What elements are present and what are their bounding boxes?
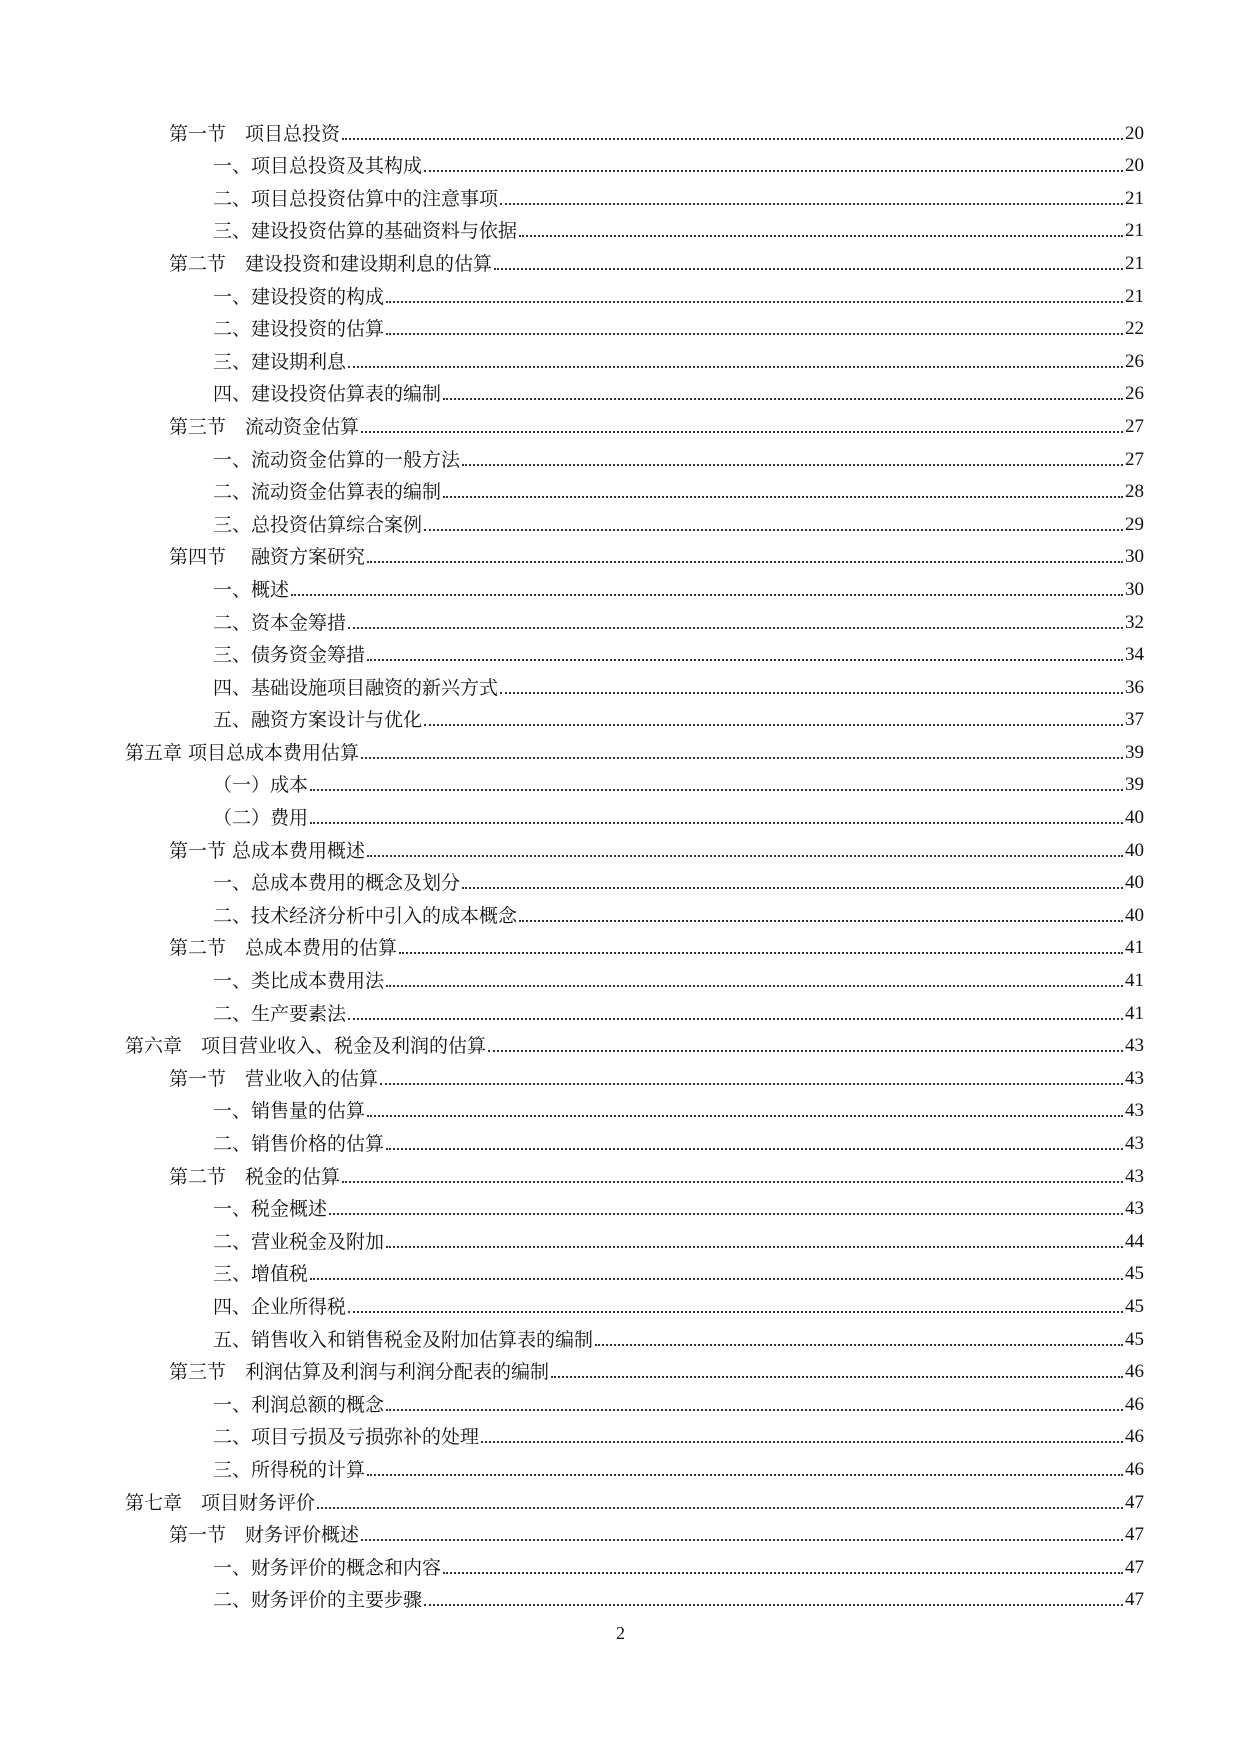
toc-entry[interactable]	[0, 959, 1241, 992]
toc-entry-title: 二、资本金筹措	[213, 611, 347, 634]
dot-leader	[348, 1018, 1123, 1020]
dot-leader	[500, 692, 1123, 694]
toc-entry-page: 36	[1125, 676, 1144, 698]
toc-entry[interactable]	[0, 471, 1241, 504]
dot-leader	[367, 1115, 1123, 1117]
toc-entry-title: 二、项目亏损及亏损弥补的处理	[213, 1426, 480, 1449]
toc-entry[interactable]	[0, 1481, 1241, 1514]
dot-leader	[367, 1474, 1123, 1476]
toc-entry-title: 一、税金概述	[213, 1198, 328, 1221]
toc-entry-page: 43	[1125, 1035, 1144, 1057]
toc-entry-page: 45	[1125, 1295, 1144, 1317]
toc-entry-title: 三、建设期利息	[213, 350, 347, 373]
toc-entry[interactable]	[0, 1122, 1241, 1155]
toc-entry[interactable]	[0, 1220, 1241, 1253]
dot-leader	[386, 1148, 1123, 1150]
toc-entry[interactable]	[0, 1155, 1241, 1188]
toc-entry-page: 26	[1125, 383, 1144, 405]
toc-entry-title: 第一节 营业收入的估算	[169, 1067, 379, 1090]
toc-entry[interactable]	[0, 503, 1241, 536]
toc-entry-page: 27	[1125, 415, 1144, 437]
toc-entry-page: 43	[1125, 1133, 1144, 1154]
toc-entry[interactable]	[0, 1285, 1241, 1318]
toc-entry[interactable]	[0, 764, 1241, 797]
dot-leader	[310, 822, 1123, 824]
toc-entry-page: 21	[1125, 285, 1144, 307]
toc-entry[interactable]	[0, 112, 1241, 145]
toc-entry[interactable]	[0, 992, 1241, 1025]
toc-entry-title: 四、基础设施项目融资的新兴方式	[213, 676, 499, 699]
toc-entry-title: 第一节 项目总投资	[169, 122, 341, 145]
toc-entry[interactable]	[0, 1318, 1241, 1351]
dot-leader	[424, 170, 1123, 172]
toc-entry-page: 41	[1125, 937, 1144, 959]
dot-leader	[386, 985, 1123, 987]
toc-entry-title: 二、流动资金估算表的编制	[213, 481, 442, 504]
toc-entry-title: 三、建设投资估算的基础资料与依据	[213, 220, 518, 243]
toc-entry[interactable]	[0, 862, 1241, 895]
toc-entry-title: 二、销售价格的估算	[213, 1133, 385, 1155]
toc-entry-page: 43	[1125, 1100, 1144, 1122]
toc-entry-title: 一、概述	[213, 578, 290, 601]
dot-leader	[380, 1083, 1123, 1085]
toc-entry-page: 47	[1125, 1589, 1144, 1611]
toc-entry[interactable]	[0, 1025, 1241, 1058]
toc-entry-page: 20	[1125, 155, 1144, 177]
toc-entry-page: 41	[1125, 1002, 1144, 1024]
toc-entry-page: 21	[1125, 187, 1144, 209]
toc-entry-title: 一、类比成本费用法	[213, 970, 385, 993]
toc-entry-title: 第二节 税金的估算	[169, 1165, 341, 1188]
dot-leader	[317, 1507, 1123, 1509]
toc-entry[interactable]	[0, 1383, 1241, 1416]
dot-leader	[488, 1050, 1123, 1052]
toc-entry[interactable]	[0, 1514, 1241, 1547]
dot-leader	[551, 1376, 1123, 1378]
toc-entry-title: 一、项目总投资及其构成	[213, 155, 423, 178]
toc-entry-page: 27	[1125, 448, 1144, 470]
toc-entry-title: 第七章 项目财务评价	[125, 1491, 316, 1514]
dot-leader	[519, 920, 1123, 922]
toc-entry-page: 21	[1125, 220, 1144, 242]
dot-leader	[386, 301, 1123, 303]
toc-entry[interactable]	[0, 1416, 1241, 1449]
toc-entry[interactable]	[0, 242, 1241, 275]
toc-entry[interactable]	[0, 177, 1241, 210]
toc-entry[interactable]	[0, 145, 1241, 178]
toc-entry-page: 20	[1125, 122, 1144, 144]
toc-entry-page: 40	[1125, 807, 1144, 829]
dot-leader	[348, 627, 1123, 629]
toc-entry-page: 21	[1125, 252, 1144, 274]
toc-entry-page: 34	[1125, 644, 1144, 666]
toc-entry-title: 第四节 融资方案研究	[169, 546, 366, 569]
dot-leader	[386, 1409, 1123, 1411]
dot-leader	[329, 1213, 1123, 1215]
dot-leader	[462, 887, 1123, 889]
dot-leader	[361, 431, 1123, 433]
dot-leader	[462, 464, 1123, 466]
toc-entry-title: 一、总成本费用的概念及划分	[213, 872, 461, 895]
toc-entry-page: 30	[1125, 578, 1144, 600]
toc-entry-page: 28	[1125, 481, 1144, 503]
dot-leader	[342, 1181, 1123, 1183]
toc-entry-page: 46	[1125, 1393, 1144, 1415]
toc-entry-page: 39	[1125, 774, 1144, 796]
toc-entry[interactable]	[0, 927, 1241, 960]
toc-entry-title: （二）费用	[213, 807, 309, 830]
dot-leader	[361, 1539, 1123, 1541]
table-of-contents	[0, 112, 1241, 1611]
dot-leader	[500, 203, 1123, 205]
toc-entry-page: 26	[1125, 350, 1144, 372]
toc-entry[interactable]	[0, 894, 1241, 927]
toc-entry-title: 三、所得税的计算	[213, 1458, 366, 1481]
dot-leader	[291, 594, 1123, 596]
toc-entry[interactable]	[0, 1188, 1241, 1221]
toc-entry[interactable]	[0, 1579, 1241, 1612]
toc-entry-page: 32	[1125, 611, 1144, 633]
toc-entry-title: 第三节 流动资金估算	[169, 415, 360, 438]
toc-entry[interactable]	[0, 601, 1241, 634]
dot-leader	[595, 1344, 1123, 1346]
toc-entry[interactable]	[0, 340, 1241, 373]
toc-entry-page: 44	[1125, 1230, 1144, 1252]
dot-leader	[361, 757, 1123, 759]
toc-entry-page: 47	[1125, 1491, 1144, 1513]
toc-entry-title: 二、营业税金及附加	[213, 1230, 385, 1253]
toc-entry-page: 29	[1125, 513, 1144, 535]
toc-entry-title: 三、增值税	[213, 1263, 309, 1286]
toc-entry-title: 五、融资方案设计与优化	[213, 709, 423, 732]
toc-entry[interactable]	[0, 438, 1241, 471]
dot-leader	[386, 333, 1123, 335]
toc-entry[interactable]	[0, 1057, 1241, 1090]
toc-entry[interactable]	[0, 373, 1241, 406]
toc-entry[interactable]	[0, 1090, 1241, 1123]
dot-leader	[367, 659, 1123, 661]
toc-entry-page: 45	[1125, 1263, 1144, 1285]
toc-entry-page: 46	[1125, 1426, 1144, 1448]
dot-leader	[424, 1604, 1123, 1606]
toc-entry-title: （一）成本	[213, 774, 309, 797]
toc-entry[interactable]	[0, 275, 1241, 308]
toc-entry-title: 一、销售量的估算	[213, 1100, 366, 1123]
dot-leader	[310, 789, 1123, 791]
dot-leader	[443, 398, 1123, 400]
toc-entry-title: 第一节 财务评价概述	[169, 1524, 360, 1547]
toc-entry-page: 40	[1125, 872, 1144, 894]
toc-entry-title: 第一节 总成本费用概述	[169, 839, 366, 862]
toc-entry-page: 41	[1125, 970, 1144, 992]
dot-leader	[386, 1246, 1123, 1248]
dot-leader	[443, 1572, 1123, 1574]
toc-entry-title: 第五章 项目总成本费用估算	[125, 741, 360, 764]
toc-entry[interactable]	[0, 796, 1241, 829]
dot-leader	[367, 561, 1123, 563]
dot-leader	[348, 1311, 1123, 1313]
toc-entry-title: 三、债务资金筹措	[213, 644, 366, 667]
dot-leader	[367, 855, 1123, 857]
toc-entry-page: 45	[1125, 1328, 1144, 1350]
toc-entry[interactable]	[0, 308, 1241, 341]
toc-entry-title: 第二节 建设投资和建设期利息的估算	[169, 252, 493, 275]
dot-leader	[399, 952, 1123, 954]
toc-entry-title: 二、建设投资的估算	[213, 318, 385, 341]
toc-entry-page: 37	[1125, 709, 1144, 731]
toc-entry[interactable]	[0, 536, 1241, 569]
dot-leader	[424, 724, 1123, 726]
toc-entry-title: 一、财务评价的概念和内容	[213, 1556, 442, 1579]
toc-entry-title: 三、总投资估算综合案例	[213, 513, 423, 536]
toc-entry[interactable]	[0, 1351, 1241, 1384]
dot-leader	[494, 268, 1123, 270]
toc-entry-page: 46	[1125, 1361, 1144, 1383]
toc-entry-title: 二、财务评价的主要步骤	[213, 1589, 423, 1612]
toc-entry-page: 40	[1125, 904, 1144, 926]
toc-entry-title: 一、利润总额的概念	[213, 1393, 385, 1416]
toc-entry[interactable]	[0, 829, 1241, 862]
toc-entry-page: 43	[1125, 1067, 1144, 1089]
toc-entry-page: 47	[1125, 1524, 1144, 1546]
toc-entry[interactable]	[0, 405, 1241, 438]
toc-entry-title: 一、建设投资的构成	[213, 285, 385, 308]
dot-leader	[342, 138, 1123, 140]
toc-entry[interactable]	[0, 210, 1241, 243]
toc-entry-title: 第二节 总成本费用的估算	[169, 937, 398, 960]
toc-entry-title: 二、项目总投资估算中的注意事项	[213, 187, 499, 210]
toc-entry-page: 46	[1125, 1458, 1144, 1480]
toc-entry[interactable]	[0, 731, 1241, 764]
toc-entry-page: 30	[1125, 546, 1144, 568]
toc-entry-page: 43	[1125, 1198, 1144, 1220]
toc-entry[interactable]	[0, 1448, 1241, 1481]
dot-leader	[424, 529, 1123, 531]
toc-entry-page: 47	[1125, 1556, 1144, 1578]
toc-entry-title: 第六章 项目营业收入、税金及利润的估算	[125, 1035, 487, 1058]
toc-entry[interactable]	[0, 568, 1241, 601]
dot-leader	[348, 366, 1123, 368]
toc-entry[interactable]	[0, 1253, 1241, 1286]
toc-entry-title: 二、生产要素法	[213, 1002, 347, 1025]
toc-entry-page: 22	[1125, 318, 1144, 340]
toc-entry[interactable]	[0, 666, 1241, 699]
toc-entry-page: 43	[1125, 1165, 1144, 1187]
toc-entry-page: 39	[1125, 741, 1144, 763]
toc-entry-page: 40	[1125, 839, 1144, 861]
toc-entry-title: 五、销售收入和销售税金及附加估算表的编制	[213, 1328, 594, 1351]
toc-entry-title: 一、流动资金估算的一般方法	[213, 448, 461, 471]
dot-leader	[443, 496, 1123, 498]
dot-leader	[310, 1278, 1123, 1280]
page-number: 2	[616, 1623, 625, 1643]
toc-entry-title: 二、技术经济分析中引入的成本概念	[213, 904, 518, 927]
dot-leader	[481, 1441, 1123, 1443]
toc-entry-title: 第三节 利润估算及利润与利润分配表的编制	[169, 1361, 550, 1384]
toc-entry[interactable]	[0, 699, 1241, 732]
toc-entry[interactable]	[0, 634, 1241, 667]
toc-entry[interactable]	[0, 1546, 1241, 1579]
toc-entry-title: 四、企业所得税	[213, 1295, 347, 1318]
dot-leader	[519, 235, 1123, 237]
toc-entry-title: 四、建设投资估算表的编制	[213, 383, 442, 406]
